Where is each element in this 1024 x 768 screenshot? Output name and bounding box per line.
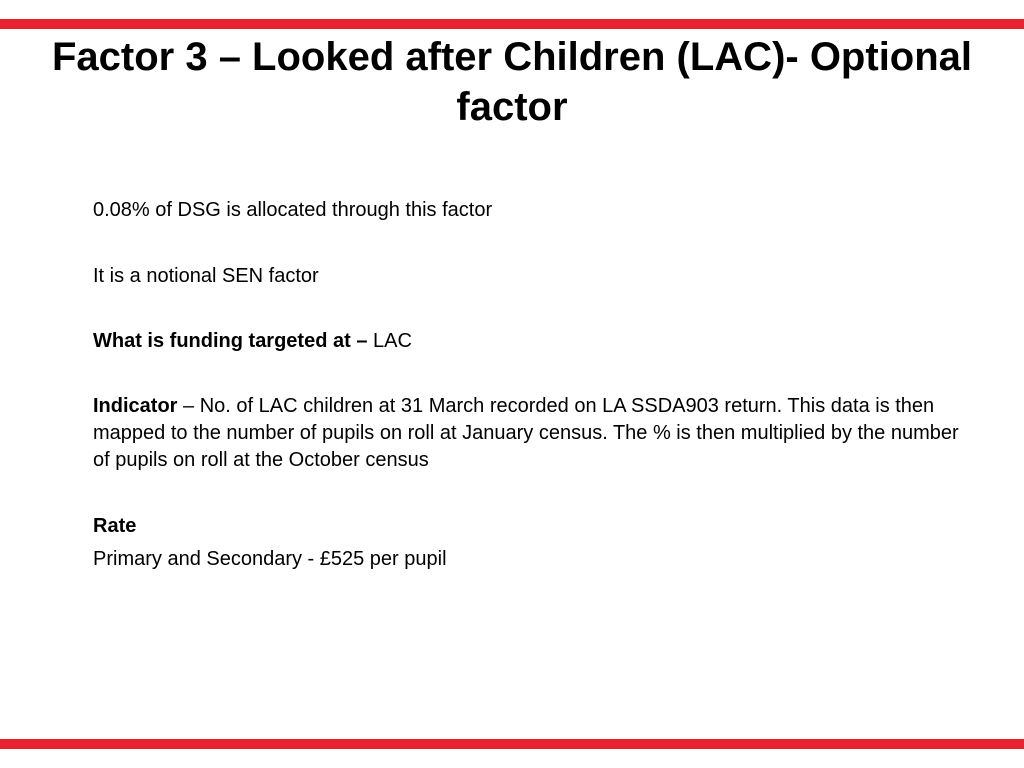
funding-target-label: What is funding targeted at – — [93, 330, 368, 352]
indicator-paragraph — [93, 393, 973, 474]
indicator-label: Indicator — [93, 395, 178, 417]
dsg-allocation-text: 0.08% of DSG is allocated through this factor — [93, 199, 493, 221]
slide-title: Factor 3 – Looked after Children (LAC)- Optional factor — [51, 35, 973, 129]
rate-label: Rate — [93, 515, 137, 537]
rate-heading — [93, 513, 973, 540]
indicator-text: – No. of LAC children at 31 March recorded on LA SSDA903 return. This data is then mapped to the number of pupils on roll at January census. The % is then multiplied by the number of pupils on roll at the October census — [93, 395, 959, 471]
notional-sen-text: It is a notional SEN factor — [93, 265, 319, 287]
rate-text: Primary and Secondary - £525 per pupil — [93, 548, 447, 570]
bottom-accent-bar — [0, 739, 1024, 749]
top-accent-bar — [0, 19, 1024, 29]
funding-target-line — [93, 328, 973, 355]
funding-target-value: LAC — [373, 330, 412, 352]
